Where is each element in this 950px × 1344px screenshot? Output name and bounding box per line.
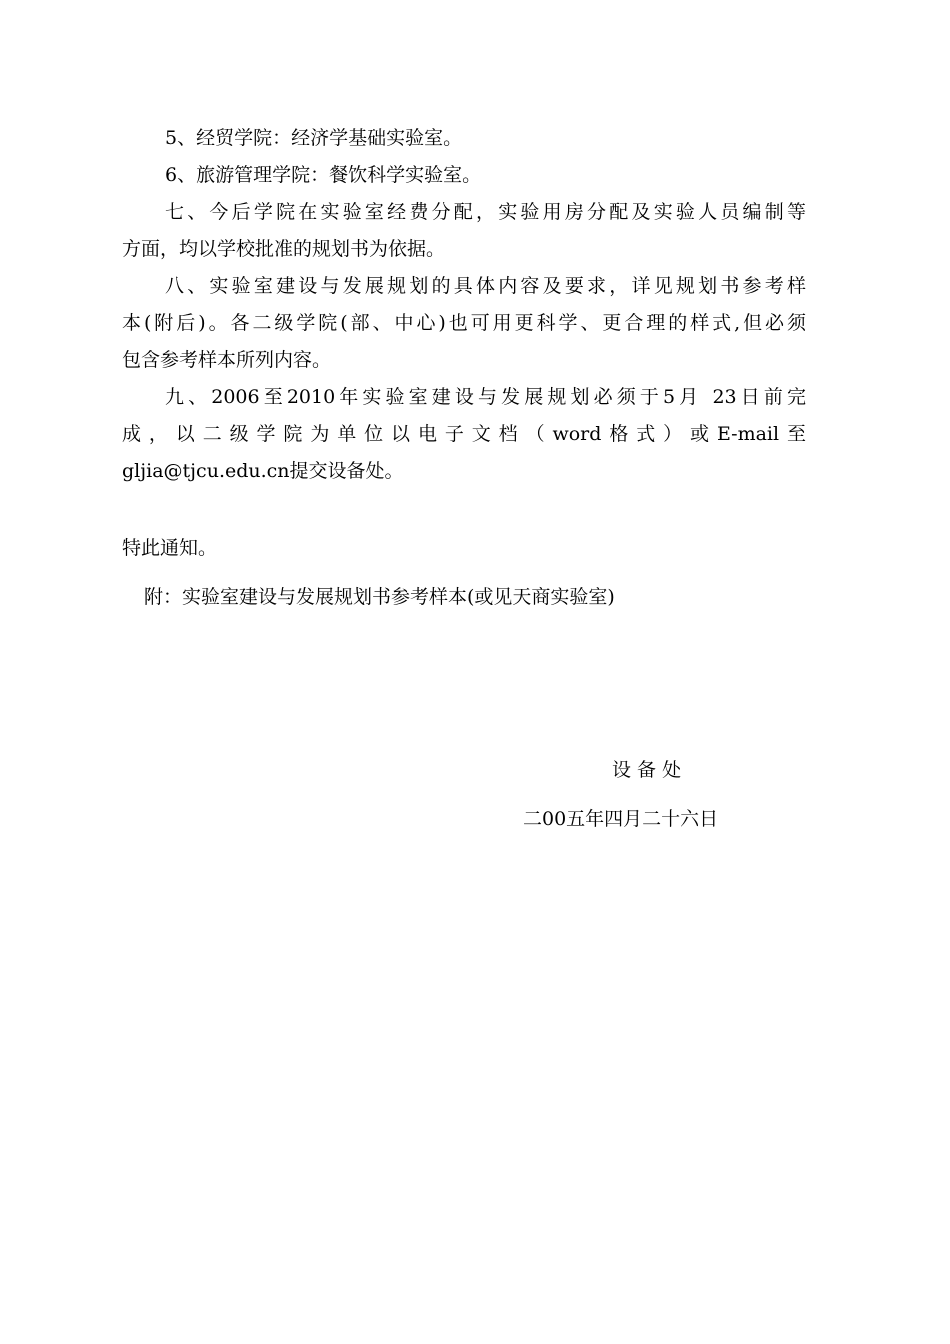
item-5-text: 5、经贸学院：经济学基础实验室。: [165, 127, 463, 149]
attachment-note-text: 附：实验室建设与发展规划书参考样本(或见天商实验室): [144, 586, 615, 608]
paragraph-nine-line-1: 九、2006至2010年实验室建设与发展规划必须于5月 23日前完: [165, 386, 806, 408]
paragraph-eight-line-1: 八、实验室建设与发展规划的具体内容及要求，详见规划书参考样: [165, 275, 806, 297]
paragraph-seven-line-1: 七、今后学院在实验室经费分配，实验用房分配及实验人员编制等: [165, 201, 806, 223]
paragraph-seven-line-2: 方面，均以学校批准的规划书为依据。: [122, 238, 446, 260]
paragraph-eight: [122, 268, 806, 379]
closing-notice: [122, 530, 806, 567]
item-6-text: 6、旅游管理学院：餐饮科学实验室。: [165, 164, 482, 186]
item-5: [122, 120, 806, 157]
paragraph-nine: [122, 379, 806, 490]
signature-department: 设 备 处: [612, 759, 682, 781]
paragraph-nine-line-3: gljia@tjcu.edu.cn提交设备处。: [122, 460, 404, 482]
paragraph-nine-line-2: 成，以二级学院为单位以电子文档（word格式）或E-mail至: [122, 423, 806, 445]
item-6: [122, 157, 806, 194]
paragraph-seven: [122, 194, 806, 268]
paragraph-eight-line-3: 包含参考样本所列内容。: [122, 349, 332, 371]
paragraph-eight-line-2: 本(附后)。各二级学院(部、中心)也可用更科学、更合理的样式,但必须: [122, 312, 806, 334]
attachment-note: [144, 579, 806, 616]
signature-date: 二00五年四月二十六日: [523, 808, 719, 830]
closing-notice-text: 特此通知。: [122, 537, 218, 559]
